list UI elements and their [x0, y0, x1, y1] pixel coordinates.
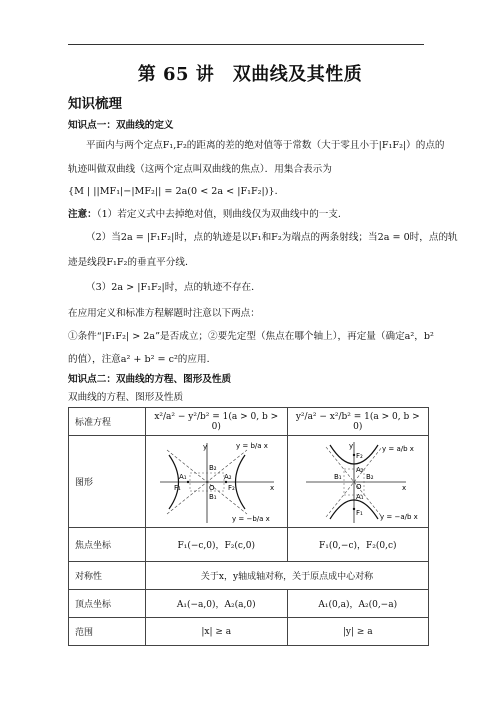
focus-f1-label: F₁ [355, 508, 363, 517]
axis-label-y: y [203, 442, 208, 451]
point-b2-label: B₂ [209, 463, 217, 472]
row-symmetry [69, 562, 429, 590]
hyperbola-horizontal-graph [152, 439, 282, 525]
table-caption: 双曲线的方程、图形及性质 [68, 392, 184, 403]
page-title: 第 65 讲 双曲线及其性质 [137, 64, 363, 85]
point-b2-label: B₂ [365, 472, 374, 481]
range-right: |y| ≥ a [287, 618, 429, 646]
vertex-a1-label: A₁ [179, 472, 187, 481]
graph-left-cell [146, 436, 288, 528]
focus-f1 [352, 507, 354, 509]
vertex-a1-label: A₁ [355, 492, 364, 501]
header-rule [68, 44, 424, 45]
properties-table [68, 407, 429, 646]
range-left: |x| ≥ a [146, 618, 288, 646]
definition-line-2: 轨迹叫做双曲线（这两个定点叫双曲线的焦点）．用集合表示为 [68, 164, 332, 175]
apply-intro: 在应用定义和标准方程解题时注意以下两点： [68, 308, 260, 319]
row-vertices [69, 590, 429, 618]
axis-label-x: x [401, 483, 406, 492]
kp2-heading: 知识点二：双曲线的方程、图形及性质 [68, 374, 232, 385]
focus-f1-label: F₁ [174, 483, 181, 492]
point-b1-label: B₁ [333, 472, 342, 481]
vertices-left: A₁(−a,0)，A₂(a,0) [146, 590, 288, 618]
set-formula: {M | ||MF₁|−|MF₂|| = 2a(0 < 2a < |F₁F₂|)}． [68, 186, 285, 197]
focus-f1 [187, 480, 189, 482]
asymptote-upper-label: y = a/b x [381, 444, 414, 453]
row-label: 范围 [69, 618, 146, 646]
vertices-right: A₁(0,a)，A₂(0,−a) [287, 590, 429, 618]
focus-f2-label: F₂ [228, 483, 235, 492]
note-label: 注意： [68, 209, 97, 220]
apply-line-2: 的值），注意a² + b² = c²的应用． [68, 354, 217, 365]
asymptote-lower-label: y = −a/b x [379, 512, 418, 521]
row-label: 顶点坐标 [69, 590, 146, 618]
apply-line-1: ①条件“|F₁F₂| > 2a”是否成立；②要先定型（焦点在哪个轴上），再定量（确定a²，b² [68, 331, 434, 342]
origin-label: O [355, 482, 362, 491]
equation-right: y²/a² − x²/b² = 1(a > 0, b > 0) [287, 408, 429, 436]
hyperbola-vertical-graph [294, 439, 424, 525]
row-graph [69, 436, 429, 528]
row-label: 标准方程 [69, 408, 146, 436]
row-range [69, 618, 429, 646]
note-1 [68, 208, 428, 222]
point-b1-label: B₁ [209, 492, 217, 501]
definition-line-1: 平面内与两个定点F₁,F₂的距离的差的绝对值等于常数（大于零且小于|F₁F₂|）的点的 [86, 140, 445, 151]
axis-label-y: y [348, 441, 353, 450]
row-label: 焦点坐标 [69, 528, 146, 562]
note-3: （3）2a > |F₁F₂|时，点的轨迹不存在． [86, 282, 261, 293]
row-label: 图形 [69, 436, 146, 528]
vertex-a2-label: A₂ [355, 465, 364, 474]
focus-f2 [352, 453, 354, 455]
foci-left: F₁(−c,0)，F₂(c,0) [146, 528, 288, 562]
origin-label: O [209, 483, 215, 492]
note-2-line-2: 迹是线段F₁F₂的垂直平分线． [68, 257, 195, 268]
row-label: 对称性 [69, 562, 146, 590]
note-2-line-1: （2）当2a = |F₁F₂|时，点的轨迹是以F₁和F₂为端点的两条射线；当2a = 0时，点的轨 [86, 232, 458, 243]
kp1-heading: 知识点一：双曲线的定义 [68, 120, 174, 131]
focus-f2-label: F₂ [355, 451, 363, 460]
graph-right-cell [287, 436, 429, 528]
row-foci [69, 528, 429, 562]
asymptote-lower-label: y = −b/a x [232, 514, 270, 523]
axis-label-x: x [270, 483, 275, 492]
equation-left: x²/a² − y²/b² = 1(a > 0, b > 0) [146, 408, 288, 436]
symmetry-text: 关于x，y轴成轴对称，关于原点成中心对称 [146, 562, 429, 590]
vertex-a2-label: A₂ [224, 472, 232, 481]
focus-f2 [225, 480, 227, 482]
asymptote-upper-label: y = b/a x [236, 441, 268, 450]
foci-right: F₁(0,−c)，F₂(0,c) [287, 528, 429, 562]
row-equation [69, 408, 429, 436]
section-heading: 知识梳理 [68, 96, 122, 112]
note-1-text: （1）若定义式中去掉绝对值，则曲线仅为双曲线中的一支． [96, 209, 348, 220]
